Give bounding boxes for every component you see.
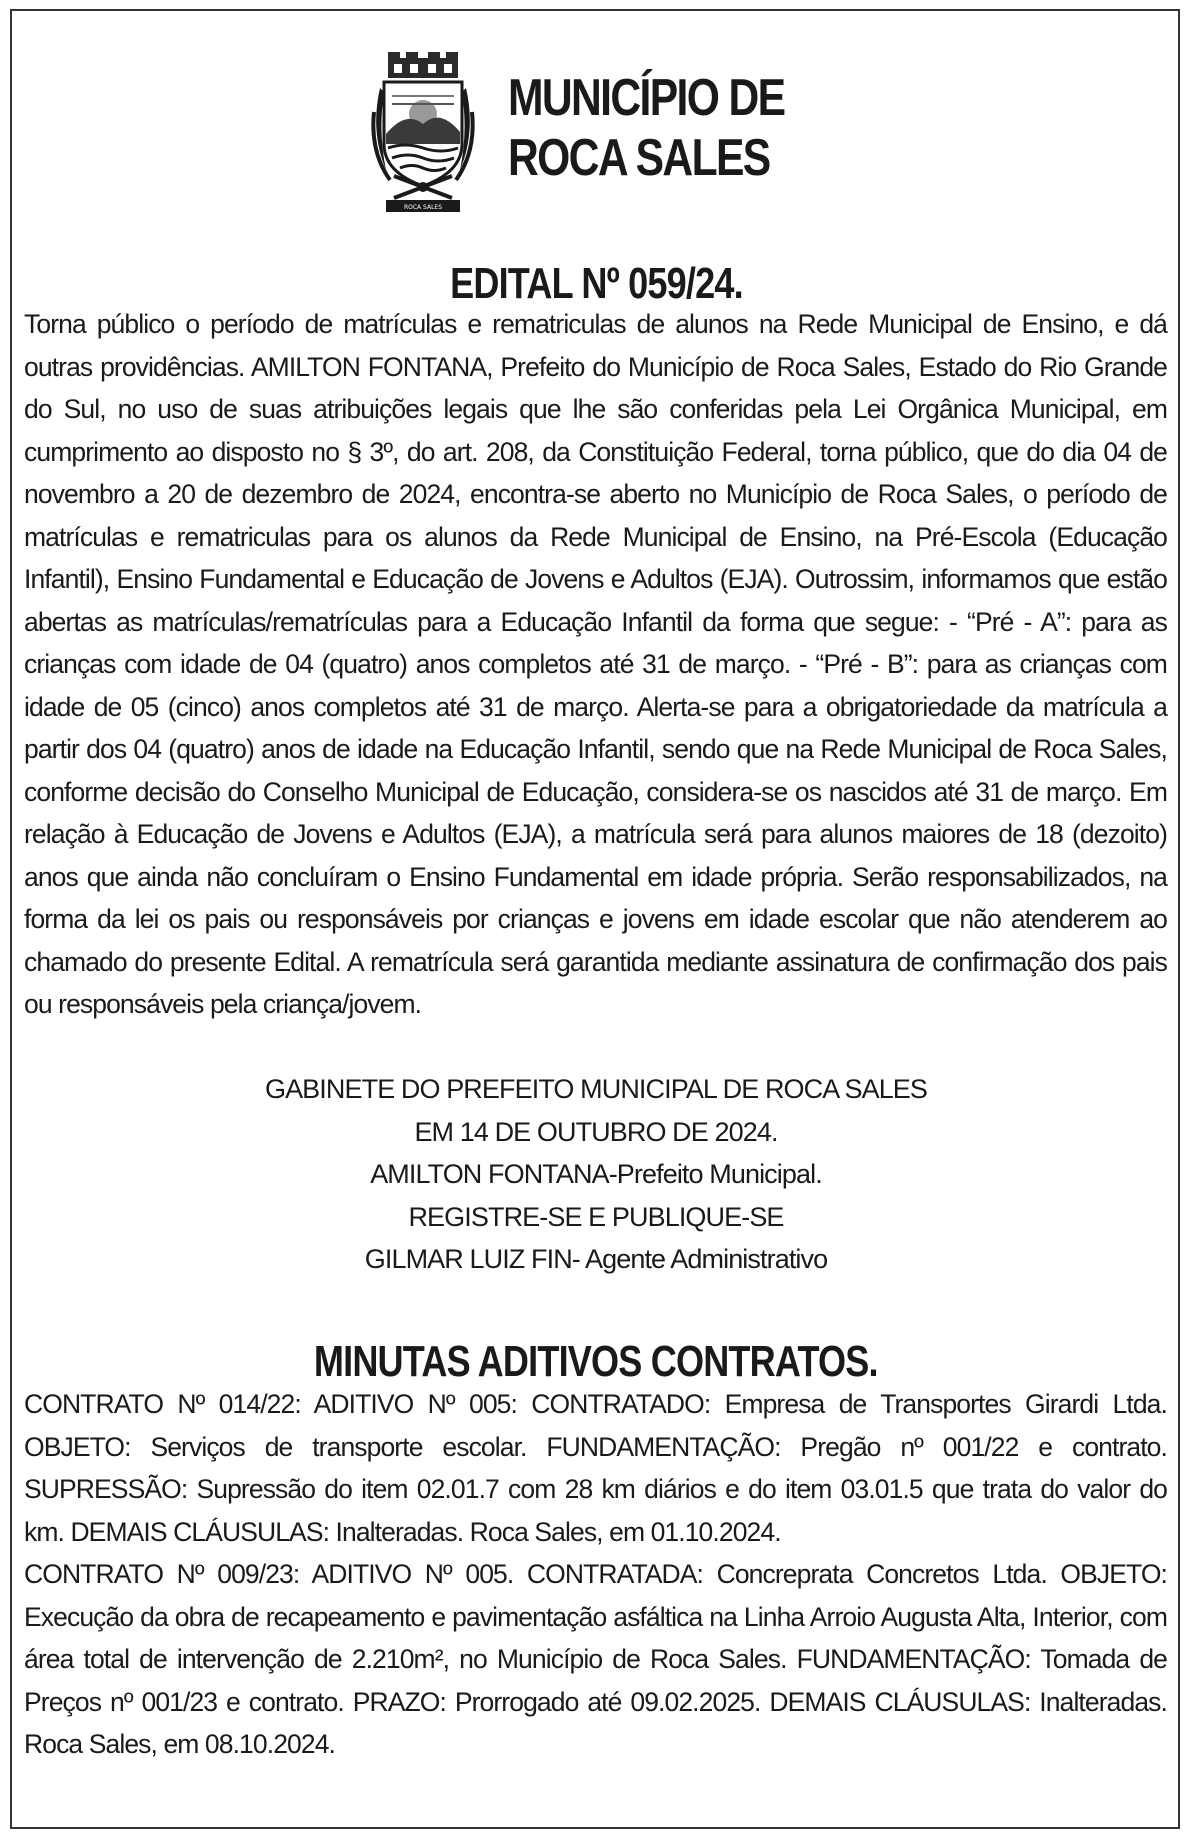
- minutas-title: [12, 1337, 1180, 1387]
- municipality-title-line1: MUNICÍPIO DE: [508, 69, 785, 127]
- crest-caption: ROCA SALES: [403, 204, 443, 211]
- edital-title-text: EDITAL Nº 059/24.: [449, 259, 743, 308]
- coat-of-arms-icon: [370, 52, 476, 214]
- edital-body: Torna público o período de matrículas e rematriculas de alunos na Rede Municipal de Ensino, e dá outras providências. AMILTON FONTANA, Prefeito do Município de Roca Sales, Estado do Rio Grande do Sul, no uso de suas atribuições legais que lhe são conferidas pela Lei Orgânica Municipal, em cumprimento ao disposto no § 3º, do art. 208, da Constituição Federal, torna público, que do dia 04 de novembro a 20 de dezembro de 2024, encontra-se aberto no Município de Roca Sales, o período de matrículas e rematriculas para os alunos da Rede Municipal de Ensino, na Pré-Escola (Educação Infantil), Ensino Fundamental e Educação de Jovens e Adultos (EJA). Outrossim, informamos que estão abertas as matrículas/rematrículas para a Educação Infantil da forma que segue: - “Pré - A”: para as crianças com idade de 04 (quatro) anos completos até 31 de março. - “Pré - B”: para as crianças com idade de 05 (cinco) anos completos até 31 de março. Alerta-se para a obrigatoriedade da matrícula a partir dos 04 (quatro) anos de idade na Educação Infantil, sendo que na Rede Municipal de Roca Sales, conforme decisão do Conselho Municipal de Educação, considera-se os nascidos até 31 de março. Em relação à Educação de Jovens e Adultos (EJA), a matrícula será para alunos maiores de 18 (dezoito) anos que ainda não concluíram o Ensino Fundamental em idade própria. Serão responsabilizados, na forma da lei os pais ou responsáveis por crianças e jovens em idade escolar que não atenderem ao chamado do presente Edital. A rematrícula será garantida mediante assinatura de confirmação dos pais ou responsáveis pela criança/jovem.: [24, 309, 1167, 1019]
- minutas-title-text: MINUTAS ADITIVOS CONTRATOS.: [314, 1337, 878, 1386]
- municipality-title-line2: ROCA SALES: [508, 129, 770, 187]
- signature-line: AMILTON FONTANA-Prefeito Municipal.: [370, 1159, 822, 1189]
- edital-signature-block: [12, 1068, 1180, 1281]
- contract-paragraph: CONTRATO Nº 014/22: ADITIVO Nº 005: CONTRATADO: Empresa de Transportes Girardi Ltda. OBJETO: Serviços de transporte escolar. FUNDAMENTAÇÃO: Pregão nº 001/22 e contrato. SUPRESSÃO: Supressão do item 02.01.7 com 28 km diários e do item 03.01.5 que trata do valor do km. DEMAIS CLÁUSULAS: Inalteradas. Roca Sales, em 01.10.2024.: [24, 1389, 1167, 1547]
- edital-title: [12, 259, 1180, 309]
- contract-paragraph: CONTRATO Nº 009/23: ADITIVO Nº 005. CONTRATADA: Concreprata Concretos Ltda. OBJETO: Execução da obra de recapeamento e pavimentação asfáltica na Linha Arroio Augusta Alta, Interior, com área total de intervenção de 2.210m², no Município de Roca Sales. FUNDAMENTAÇÃO: Tomada de Preços nº 001/23 e contrato. PRAZO: Prorrogado até 09.02.2025. DEMAIS CLÁUSULAS: Inalteradas. Roca Sales, em 08.10.2024.: [24, 1559, 1167, 1759]
- minutas-body: [24, 1383, 1167, 1766]
- header: [370, 52, 930, 217]
- municipality-title: [508, 68, 784, 188]
- signature-line: GILMAR LUIZ FIN- Agente Administrativo: [364, 1244, 828, 1274]
- signature-line: GABINETE DO PREFEITO MUNICIPAL DE ROCA SALES: [264, 1074, 928, 1104]
- signature-line: EM 14 DE OUTUBRO DE 2024.: [414, 1116, 778, 1147]
- signature-line: REGISTRE-SE E PUBLIQUE-SE: [408, 1201, 784, 1232]
